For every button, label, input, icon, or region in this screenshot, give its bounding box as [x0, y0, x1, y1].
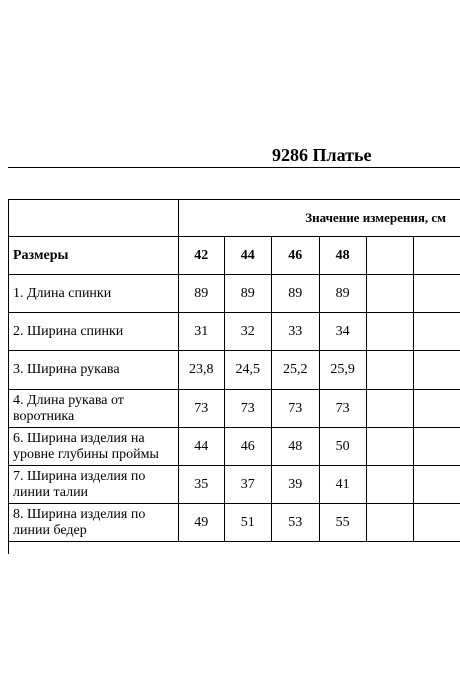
row-label: 2. Ширина спинки	[9, 313, 179, 351]
value-cell: 53	[271, 504, 319, 542]
empty-cell	[413, 390, 460, 428]
empty-cell	[413, 428, 460, 466]
value-cell: 51	[224, 504, 271, 542]
value-cell: 44	[178, 428, 224, 466]
size-header: 46	[271, 237, 319, 275]
value-cell: 34	[319, 313, 366, 351]
blank-header-cell	[9, 200, 179, 237]
empty-cell	[366, 466, 413, 504]
table-row	[9, 390, 460, 428]
value-cell: 49	[178, 504, 224, 542]
size-header: 42	[178, 237, 224, 275]
row-label: 3. Ширина рукава	[9, 351, 179, 390]
row-label: 6. Ширина изделия на уровне глубины проймы	[9, 428, 179, 466]
value-cell: 48	[271, 428, 319, 466]
value-cell: 35	[178, 466, 224, 504]
size-chart-table	[8, 199, 460, 542]
empty-cell	[413, 351, 460, 390]
value-cell: 55	[319, 504, 366, 542]
value-cell: 46	[224, 428, 271, 466]
value-cell: 32	[224, 313, 271, 351]
empty-cell	[366, 237, 413, 275]
value-cell: 73	[224, 390, 271, 428]
empty-cell	[413, 313, 460, 351]
value-cell: 39	[271, 466, 319, 504]
value-cell: 31	[178, 313, 224, 351]
value-cell: 89	[271, 275, 319, 313]
empty-cell	[366, 428, 413, 466]
empty-cell	[413, 275, 460, 313]
empty-cell	[366, 313, 413, 351]
value-cell: 24,5	[224, 351, 271, 390]
value-cell: 25,9	[319, 351, 366, 390]
value-cell: 23,8	[178, 351, 224, 390]
document-title: 9286 Платье	[272, 145, 372, 165]
table-row	[9, 504, 460, 542]
table-row	[9, 275, 460, 313]
table-row	[9, 351, 460, 390]
table-row	[9, 428, 460, 466]
row-label: 1. Длина спинки	[9, 275, 179, 313]
sizes-header-row	[9, 237, 460, 275]
empty-cell	[413, 237, 460, 275]
row-label: 7. Ширина изделия по линии талии	[9, 466, 179, 504]
value-cell: 89	[178, 275, 224, 313]
table-row	[9, 466, 460, 504]
title-divider	[8, 167, 460, 168]
table-row	[9, 313, 460, 351]
empty-cell	[366, 275, 413, 313]
value-cell: 73	[178, 390, 224, 428]
size-header: 48	[319, 237, 366, 275]
row-label: 4. Длина рукава от воротника	[9, 390, 179, 428]
value-cell: 89	[319, 275, 366, 313]
value-cell: 89	[224, 275, 271, 313]
value-cell: 73	[319, 390, 366, 428]
value-cell: 25,2	[271, 351, 319, 390]
value-cell: 50	[319, 428, 366, 466]
empty-cell	[413, 504, 460, 542]
size-header: 44	[224, 237, 271, 275]
units-header: Значение измерения, см	[178, 200, 460, 237]
empty-cell	[366, 351, 413, 390]
empty-cell	[413, 466, 460, 504]
row-label: 8. Ширина изделия по линии бедер	[9, 504, 179, 542]
sizes-label: Размеры	[9, 237, 179, 275]
units-header-row	[9, 200, 460, 237]
empty-cell	[366, 504, 413, 542]
value-cell: 37	[224, 466, 271, 504]
value-cell: 33	[271, 313, 319, 351]
value-cell: 41	[319, 466, 366, 504]
empty-cell	[366, 390, 413, 428]
table-edge-line	[8, 540, 9, 554]
value-cell: 73	[271, 390, 319, 428]
